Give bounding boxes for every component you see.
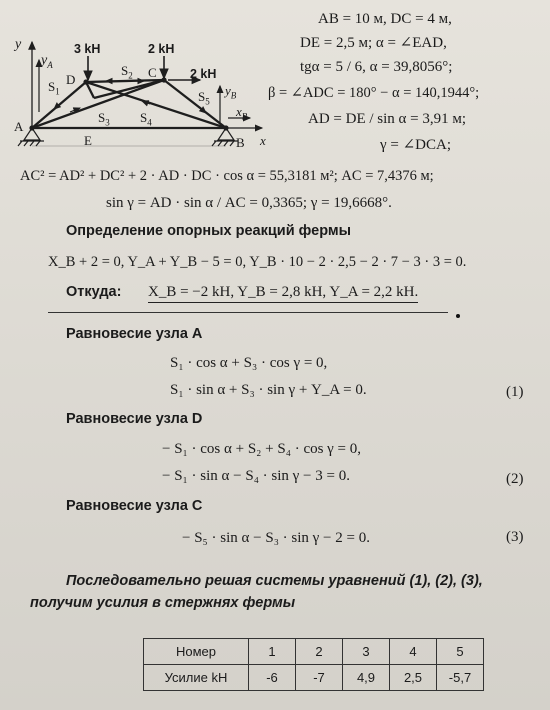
node-a-eq1: S₁ · cos α + S₃ · cos γ = 0, (170, 355, 328, 371)
table-cell: -7 (296, 665, 343, 691)
decorative-dot (456, 314, 460, 318)
table-cell: 4 (390, 639, 437, 665)
table-cell: 2,5 (390, 665, 437, 691)
member-s1-label: $S_1$ (48, 79, 60, 97)
equation-number-3: (3) (506, 529, 524, 545)
x-axis-label: x (260, 133, 266, 148)
table-cell: 1 (249, 639, 296, 665)
table-row (144, 639, 484, 665)
reactions-result: X_B = −2 kH, Y_B = 2,8 kH, Y_A = 2,2 kH. (148, 283, 418, 303)
calc-ac: AC² = AD² + DC² + 2 · AD · DC · cos α = 55,3181 м²; AC = 7,4376 м; (20, 168, 434, 184)
given-beta: β = ∠ADC = 180° − α = 140,1944°; (268, 85, 480, 101)
node-d-eq1: − S₁ · cos α + S₂ + S₄ · cos γ = 0, (162, 441, 362, 457)
given-ab-dc: AB = 10 м, DC = 4 м, (318, 11, 452, 27)
point-e-label: E (84, 133, 92, 148)
node-a-eq2: S₁ · sin α + S₃ · sin γ + Y_A = 0. (170, 382, 367, 398)
table-row-label: Усилие kH (144, 665, 249, 691)
load-3kh-label: 3 kH (74, 42, 101, 56)
reactions-from-label: Откуда: (66, 284, 122, 300)
ya-label: $y_A$ (41, 53, 53, 70)
table-cell: 3 (343, 639, 390, 665)
table-cell: 2 (296, 639, 343, 665)
node-d-eq2: − S₁ · sin α − S₄ · sin γ − 3 = 0. (162, 468, 350, 484)
node-d-label: D (66, 72, 76, 87)
calc-sin-gamma: sin γ = AD · sin α / AC = 0,3365; γ = 19,6668°. (106, 195, 392, 211)
table-cell: -6 (249, 665, 296, 691)
reactions-heading: Определение опорных реакций фермы (66, 223, 351, 239)
table-cell: 5 (437, 639, 484, 665)
reactions-equations: X_B + 2 = 0, Y_A + Y_B − 5 = 0, Y_B · 10 − 2 · 2,5 − 2 · 7 − 3 · 3 = 0. (48, 254, 467, 270)
equation-number-2: (2) (506, 471, 524, 487)
support-b-icon (212, 128, 238, 146)
divider (48, 312, 448, 313)
y-axis-label: y (15, 37, 22, 52)
given-ad: AD = DE / sin α = 3,91 м; (308, 111, 467, 127)
load-2kh-vertical-label: 2 kH (148, 42, 175, 56)
xb-label: $x_B$ (236, 104, 248, 122)
table-header-label: Номер (144, 639, 249, 665)
truss-diagram (0, 0, 290, 170)
load-2kh-horizontal-label: 2 kH (190, 67, 217, 81)
table-row (144, 665, 484, 691)
member-s4-label: $S_4$ (140, 110, 152, 128)
member-s2-label: $S_2$ (121, 63, 133, 81)
node-c-label: C (148, 65, 157, 80)
node-a-heading: Равновесие узла A (66, 326, 203, 342)
truss-members (32, 80, 226, 128)
forces-table (143, 638, 484, 691)
equation-number-1: (1) (506, 384, 524, 400)
node-c-eq1: − S₅ · sin α − S₃ · sin γ − 2 = 0. (182, 530, 370, 546)
table-cell: 4,9 (343, 665, 390, 691)
given-de-alpha: DE = 2,5 м; α = ∠EAD, (300, 35, 447, 51)
node-b-label: B (236, 135, 245, 150)
conclusion-line-2: получим усилия в стержнях фермы (30, 595, 296, 611)
member-s3-label: $S_3$ (98, 110, 110, 128)
node-a-label: A (14, 119, 24, 134)
conclusion-line-1: Последовательно решая системы уравнений (1), (2), (3), (66, 573, 483, 589)
node-c-heading: Равновесие узла C (66, 498, 203, 514)
node-d-heading: Равновесие узла D (66, 411, 203, 427)
yb-label: $y_B$ (225, 83, 237, 101)
given-gamma: γ = ∠DCA; (380, 137, 451, 153)
member-s5-label: $S_5$ (198, 89, 210, 107)
table-cell: -5,7 (437, 665, 484, 691)
given-tg-alpha: tgα = 5 / 6, α = 39,8056°; (300, 59, 453, 75)
